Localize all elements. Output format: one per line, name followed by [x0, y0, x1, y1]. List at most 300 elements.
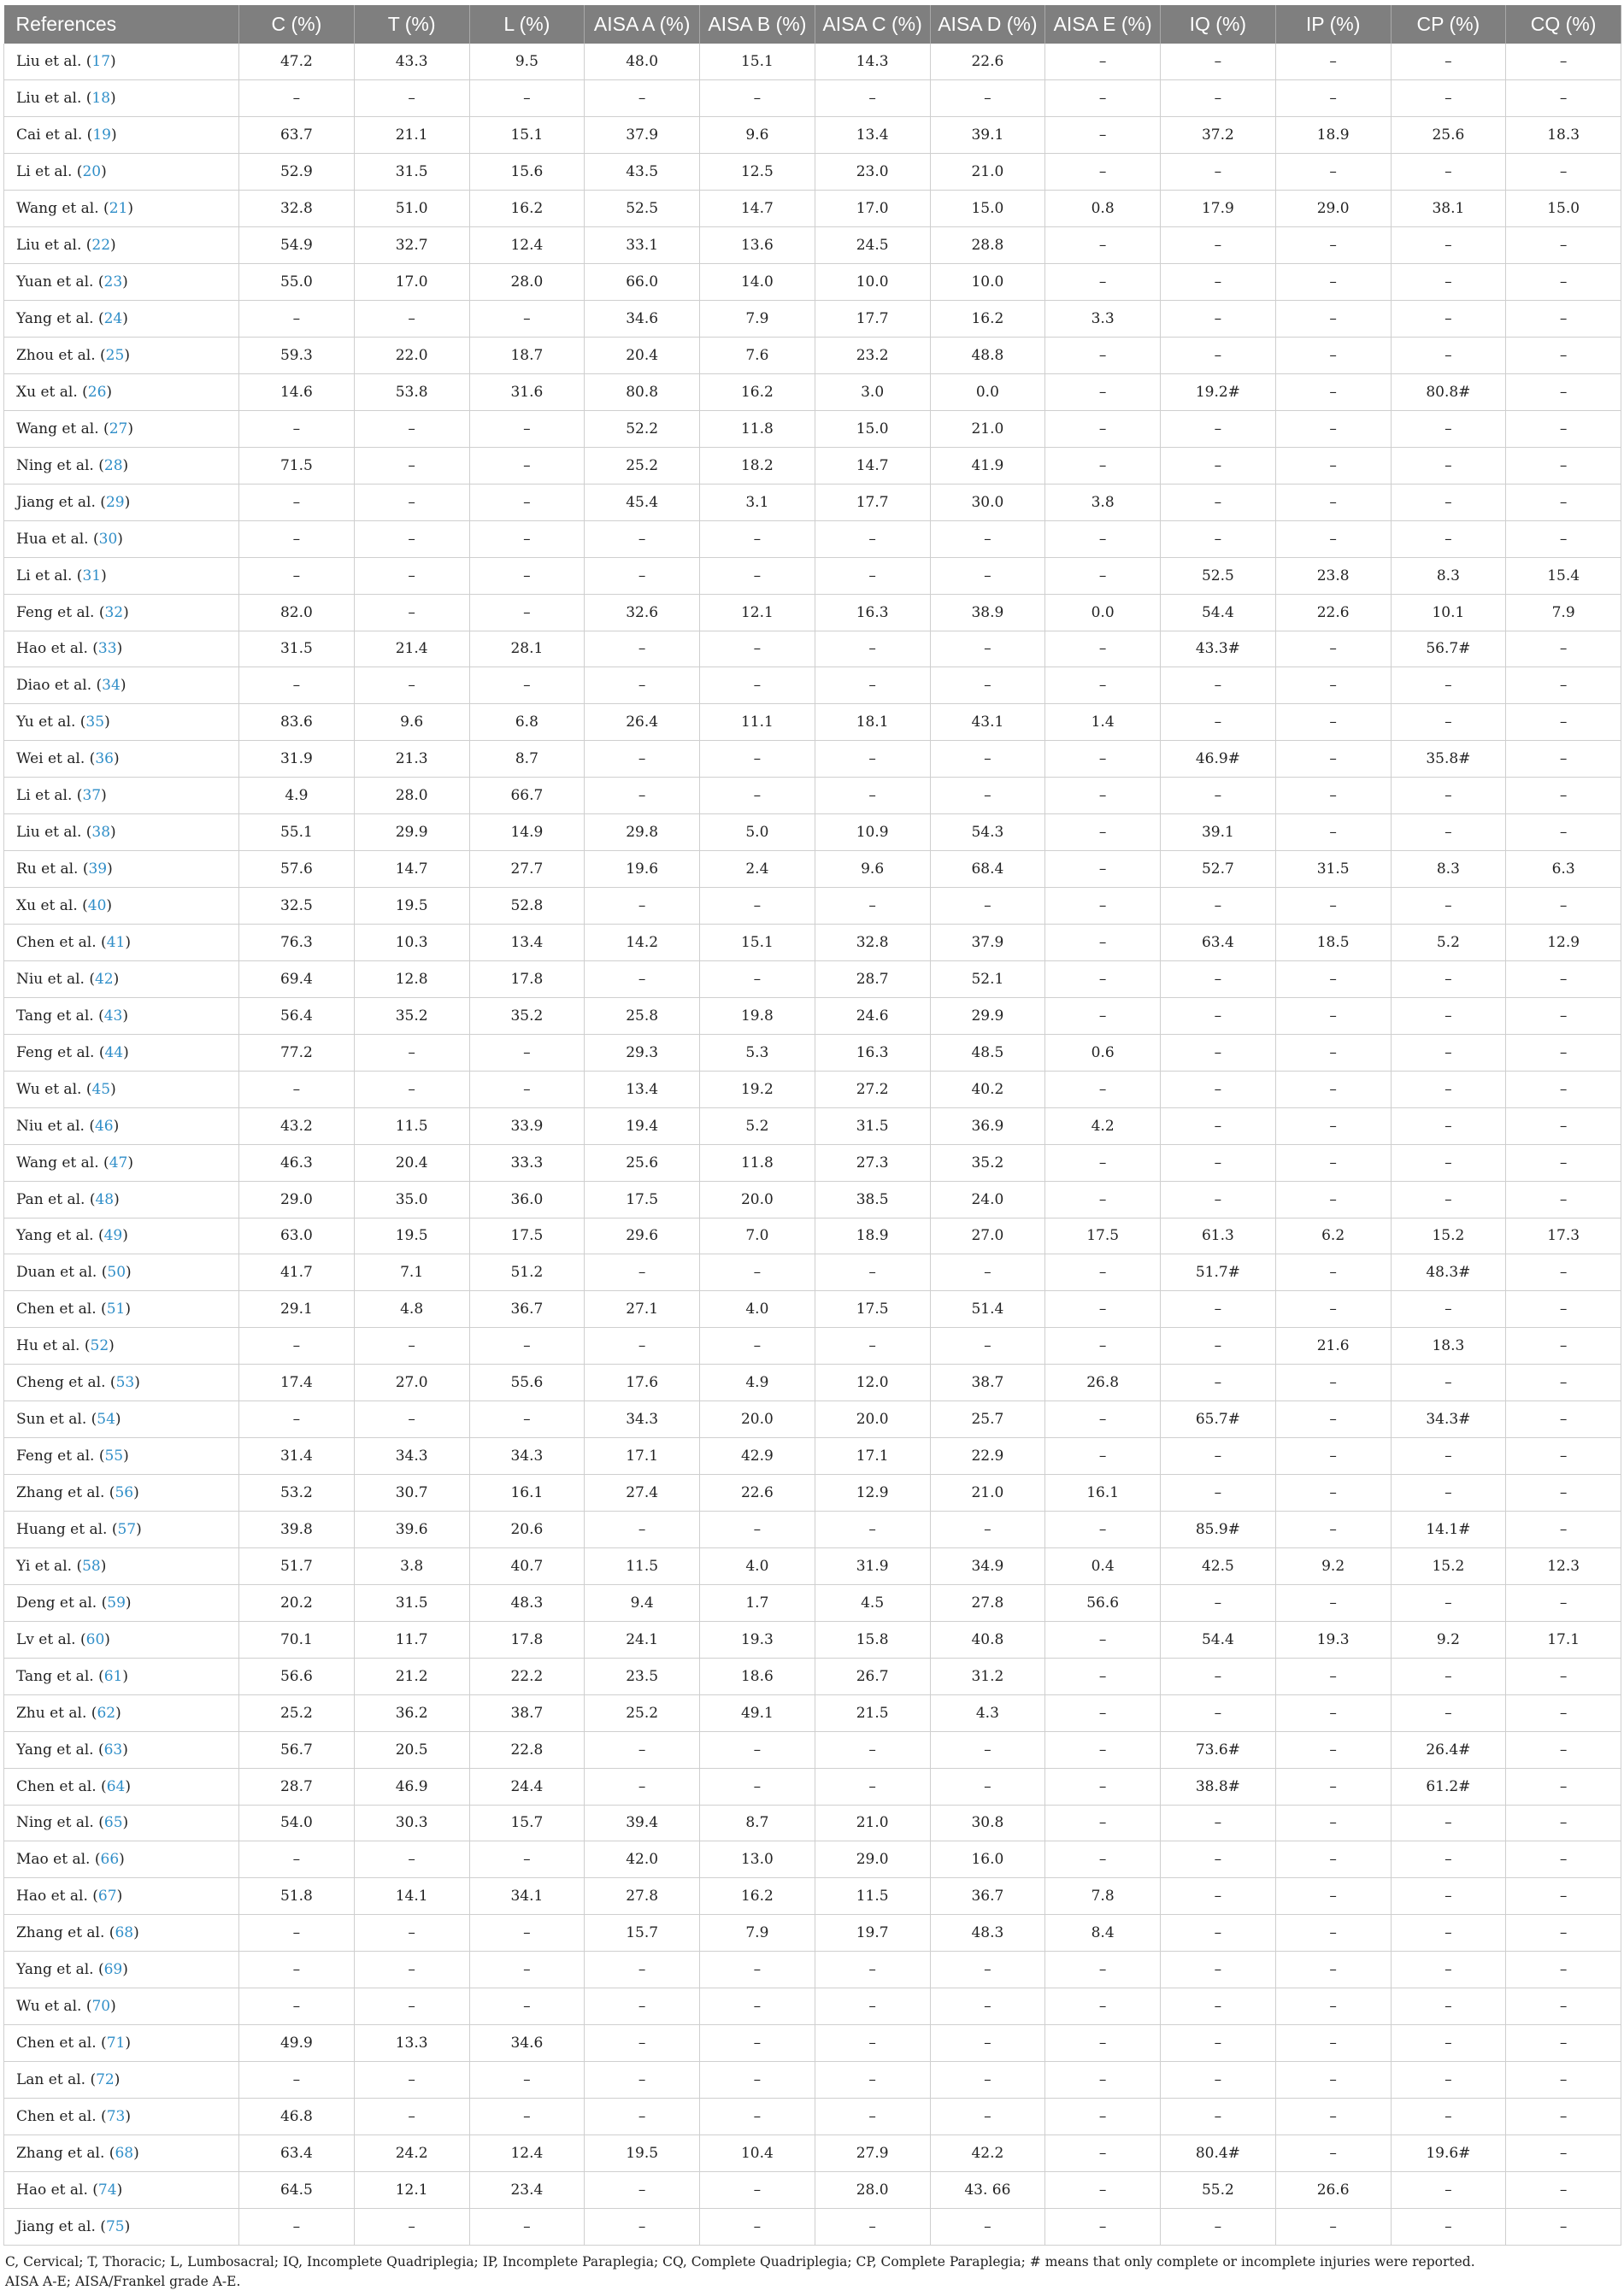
cell-ip: –: [1275, 447, 1391, 484]
reference-author: Li et al.: [16, 787, 73, 805]
cell-aisa-d: –: [930, 1988, 1045, 2025]
cell-aisa-e: –: [1045, 80, 1161, 117]
cell-aisa-e: 0.6: [1045, 1034, 1161, 1071]
cell-t: 7.1: [354, 1254, 469, 1291]
cell-aisa-e: –: [1045, 1071, 1161, 1107]
cell-ip: –: [1275, 2062, 1391, 2099]
reference-link[interactable]: 47: [109, 1154, 128, 1171]
cell-aisa-c: –: [815, 2025, 930, 2062]
cell-aisa-e: –: [1045, 631, 1161, 667]
cell-aisa-b: –: [700, 2062, 815, 2099]
reference-cell: Feng et al. (32): [4, 594, 239, 631]
cell-aisa-c: 20.0: [815, 1401, 930, 1438]
cell-aisa-e: –: [1045, 1621, 1161, 1658]
reference-link[interactable]: 41: [106, 933, 126, 951]
table-row: [4, 338, 1621, 374]
cell-aisa-e: –: [1045, 851, 1161, 888]
cell-cq: –: [1506, 2025, 1621, 2062]
cell-l: –: [469, 1071, 585, 1107]
cell-aisa-b: 5.2: [700, 1107, 815, 1144]
reference-link[interactable]: 48: [95, 1190, 115, 1208]
reference-cell: Xu et al. (40): [4, 888, 239, 925]
cell-c: 31.4: [239, 1438, 355, 1475]
reference-link[interactable]: 37: [82, 787, 102, 805]
cell-ip: –: [1275, 814, 1391, 851]
cell-aisa-d: 51.4: [930, 1291, 1045, 1328]
reference-cell: Sun et al. (54): [4, 1401, 239, 1438]
cell-c: 57.6: [239, 851, 355, 888]
reference-link[interactable]: 30: [98, 530, 118, 548]
reference-link[interactable]: 56: [115, 1484, 134, 1502]
cell-l: –: [469, 1952, 585, 1988]
cell-aisa-d: 36.7: [930, 1878, 1045, 1915]
table-row: [4, 1107, 1621, 1144]
cell-c: 49.9: [239, 2025, 355, 2062]
reference-author: Zhang et al.: [16, 1484, 105, 1502]
table-row: [4, 997, 1621, 1034]
cell-cp: –: [1391, 814, 1506, 851]
cell-t: 9.6: [354, 704, 469, 741]
reference-author: Feng et al.: [16, 1447, 95, 1465]
cell-cq: 15.4: [1506, 557, 1621, 594]
cell-c: 41.7: [239, 1254, 355, 1291]
cell-cq: –: [1506, 520, 1621, 557]
cell-iq: 52.5: [1161, 557, 1276, 594]
cell-l: –: [469, 410, 585, 447]
reference-link[interactable]: 71: [106, 2035, 126, 2052]
cell-l: 33.3: [469, 1144, 585, 1181]
table-row: [4, 2171, 1621, 2208]
cell-aisa-a: 14.2: [585, 925, 700, 961]
cell-aisa-d: 16.2: [930, 301, 1045, 338]
cell-iq: –: [1161, 338, 1276, 374]
reference-author: Chen et al.: [16, 933, 97, 951]
reference-author: Wei et al.: [16, 750, 85, 768]
cell-ip: –: [1275, 227, 1391, 264]
reference-cell: Xu et al. (26): [4, 373, 239, 410]
cell-t: 12.1: [354, 2171, 469, 2208]
cell-t: –: [354, 80, 469, 117]
cell-c: 32.5: [239, 888, 355, 925]
cell-aisa-b: –: [700, 888, 815, 925]
reference-author: Ning et al.: [16, 456, 94, 474]
cell-aisa-b: 5.0: [700, 814, 815, 851]
cell-iq: –: [1161, 1365, 1276, 1401]
reference-link[interactable]: 32: [104, 603, 124, 621]
cell-c: 77.2: [239, 1034, 355, 1071]
reference-link[interactable]: 26: [87, 383, 107, 401]
cell-ip: –: [1275, 1144, 1391, 1181]
cell-t: –: [354, 520, 469, 557]
cell-aisa-b: –: [700, 1768, 815, 1805]
reference-link[interactable]: 52: [90, 1337, 109, 1355]
reference-link[interactable]: 57: [117, 1520, 137, 1538]
reference-cell: Tang et al. (61): [4, 1658, 239, 1694]
reference-link[interactable]: 17: [91, 53, 111, 71]
cell-aisa-e: –: [1045, 1988, 1161, 2025]
reference-author: Hao et al.: [16, 2181, 88, 2199]
reference-link[interactable]: 61: [103, 1667, 123, 1685]
cell-aisa-c: 28.7: [815, 960, 930, 997]
cell-cp: –: [1391, 301, 1506, 338]
reference-link[interactable]: 31: [82, 567, 102, 584]
cell-aisa-b: 22.6: [700, 1475, 815, 1512]
reference-author: Lan et al.: [16, 2071, 86, 2089]
cell-t: 4.8: [354, 1291, 469, 1328]
table-row: [4, 117, 1621, 154]
cell-t: –: [354, 2208, 469, 2245]
cell-cp: 26.4#: [1391, 1731, 1506, 1768]
cell-aisa-e: 7.8: [1045, 1878, 1161, 1915]
cell-aisa-a: 25.2: [585, 447, 700, 484]
table-row: [4, 80, 1621, 117]
reference-link[interactable]: 67: [97, 1888, 117, 1906]
cell-aisa-e: 8.4: [1045, 1915, 1161, 1952]
reference-link[interactable]: 27: [109, 420, 128, 437]
reference-author: Li et al.: [16, 567, 73, 584]
cell-aisa-a: –: [585, 1328, 700, 1365]
table-row: [4, 1988, 1621, 2025]
cell-ip: –: [1275, 1694, 1391, 1731]
reference-link[interactable]: 60: [85, 1630, 105, 1648]
table-row: [4, 2208, 1621, 2245]
cell-ip: –: [1275, 80, 1391, 117]
cell-ip: –: [1275, 1512, 1391, 1548]
cell-aisa-c: –: [815, 520, 930, 557]
cell-t: –: [354, 1952, 469, 1988]
cell-aisa-a: –: [585, 1952, 700, 1988]
cell-aisa-b: –: [700, 778, 815, 814]
header-aisa-e: AISA E (%): [1045, 5, 1161, 44]
cell-c: –: [239, 1401, 355, 1438]
cell-c: 53.2: [239, 1475, 355, 1512]
reference-cell: Niu et al. (42): [4, 960, 239, 997]
reference-author: Liu et al.: [16, 53, 82, 71]
cell-l: 15.7: [469, 1805, 585, 1841]
cell-aisa-c: 4.5: [815, 1584, 930, 1621]
cell-cp: –: [1391, 2171, 1506, 2208]
reference-cell: Liu et al. (18): [4, 80, 239, 117]
table-row: [4, 373, 1621, 410]
cell-iq: –: [1161, 1438, 1276, 1475]
cell-cp: 48.3#: [1391, 1254, 1506, 1291]
cell-aisa-b: 15.1: [700, 44, 815, 80]
cell-aisa-d: –: [930, 2099, 1045, 2135]
reference-link[interactable]: 39: [88, 860, 108, 878]
table-row: [4, 1475, 1621, 1512]
cell-aisa-d: –: [930, 667, 1045, 704]
cell-iq: –: [1161, 2025, 1276, 2062]
cell-l: 66.7: [469, 778, 585, 814]
cell-iq: –: [1161, 1952, 1276, 1988]
reference-link[interactable]: 44: [104, 1043, 124, 1061]
cell-iq: –: [1161, 2062, 1276, 2099]
reference-link[interactable]: 58: [82, 1557, 101, 1575]
cell-aisa-b: 16.2: [700, 373, 815, 410]
reference-link[interactable]: 63: [103, 1741, 123, 1759]
reference-link[interactable]: 51: [106, 1301, 126, 1318]
cell-iq: –: [1161, 301, 1276, 338]
reference-cell: Hao et al. (67): [4, 1878, 239, 1915]
cell-aisa-b: –: [700, 960, 815, 997]
reference-link[interactable]: 54: [97, 1411, 115, 1429]
cell-iq: 54.4: [1161, 1621, 1276, 1658]
reference-author: Deng et al.: [16, 1594, 97, 1612]
reference-author: Li et al.: [16, 163, 73, 181]
reference-link[interactable]: 75: [105, 2217, 125, 2235]
cell-aisa-b: 49.1: [700, 1694, 815, 1731]
cell-t: –: [354, 301, 469, 338]
reference-link[interactable]: 53: [115, 1374, 135, 1392]
cell-aisa-a: 17.6: [585, 1365, 700, 1401]
cell-c: –: [239, 410, 355, 447]
reference-link[interactable]: 65: [103, 1814, 123, 1832]
reference-author: Zhang et al.: [16, 2144, 105, 2162]
cell-l: –: [469, 301, 585, 338]
cell-c: 52.9: [239, 154, 355, 191]
cell-cq: –: [1506, 1805, 1621, 1841]
header-cp: CP (%): [1391, 5, 1506, 44]
cell-c: 71.5: [239, 447, 355, 484]
cell-aisa-b: –: [700, 1254, 815, 1291]
reference-link[interactable]: 19: [92, 126, 111, 144]
cell-l: –: [469, 557, 585, 594]
cell-l: 12.4: [469, 2135, 585, 2171]
cell-cq: –: [1506, 1915, 1621, 1952]
cell-aisa-e: 16.1: [1045, 1475, 1161, 1512]
reference-link[interactable]: 69: [103, 1961, 123, 1979]
cell-aisa-e: 0.0: [1045, 594, 1161, 631]
reference-link[interactable]: 74: [97, 2181, 117, 2199]
reference-link[interactable]: 22: [91, 237, 111, 255]
cell-cq: –: [1506, 960, 1621, 997]
cell-aisa-b: 1.7: [700, 1584, 815, 1621]
cell-c: –: [239, 1071, 355, 1107]
cell-aisa-b: 13.6: [700, 227, 815, 264]
cell-aisa-c: –: [815, 1952, 930, 1988]
cell-iq: –: [1161, 154, 1276, 191]
cell-iq: –: [1161, 704, 1276, 741]
cell-aisa-e: –: [1045, 1401, 1161, 1438]
cell-l: –: [469, 2208, 585, 2245]
cell-l: 15.6: [469, 154, 585, 191]
cell-aisa-c: 10.0: [815, 264, 930, 301]
cell-cq: 12.3: [1506, 1547, 1621, 1584]
reference-link[interactable]: 35: [85, 713, 105, 731]
cell-aisa-d: –: [930, 2025, 1045, 2062]
cell-cp: –: [1391, 80, 1506, 117]
cell-aisa-a: –: [585, 2062, 700, 2099]
reference-author: Hao et al.: [16, 640, 88, 658]
cell-aisa-e: 3.8: [1045, 484, 1161, 520]
table-row: [4, 1731, 1621, 1768]
cell-iq: 85.9#: [1161, 1512, 1276, 1548]
cell-aisa-c: 18.9: [815, 1218, 930, 1254]
reference-link[interactable]: 64: [106, 1777, 126, 1795]
reference-link[interactable]: 55: [104, 1447, 124, 1465]
cell-aisa-b: 10.4: [700, 2135, 815, 2171]
cell-t: 53.8: [354, 373, 469, 410]
reference-author: Huang et al.: [16, 1520, 108, 1538]
reference-link[interactable]: 36: [95, 750, 114, 768]
cell-aisa-c: –: [815, 1768, 930, 1805]
reference-link[interactable]: 73: [106, 2107, 126, 2125]
cell-aisa-d: 54.3: [930, 814, 1045, 851]
cell-l: 34.6: [469, 2025, 585, 2062]
cell-l: 24.4: [469, 1768, 585, 1805]
cell-aisa-b: 12.5: [700, 154, 815, 191]
cell-aisa-e: –: [1045, 2025, 1161, 2062]
cell-aisa-c: 32.8: [815, 925, 930, 961]
cell-aisa-e: –: [1045, 1658, 1161, 1694]
cell-aisa-e: –: [1045, 2099, 1161, 2135]
reference-author: Pan et al.: [16, 1190, 85, 1208]
cell-aisa-a: 17.1: [585, 1438, 700, 1475]
cell-aisa-d: 27.8: [930, 1584, 1045, 1621]
cell-aisa-d: 21.0: [930, 1475, 1045, 1512]
reference-link[interactable]: 20: [82, 163, 102, 181]
cell-cq: –: [1506, 814, 1621, 851]
cell-aisa-e: –: [1045, 557, 1161, 594]
cell-l: –: [469, 1401, 585, 1438]
cell-aisa-d: 48.8: [930, 338, 1045, 374]
reference-cell: Wang et al. (27): [4, 410, 239, 447]
reference-link[interactable]: 18: [91, 90, 111, 108]
reference-link[interactable]: 49: [103, 1227, 123, 1245]
cell-aisa-b: 18.6: [700, 1658, 815, 1694]
cell-ip: –: [1275, 1254, 1391, 1291]
cell-cp: 18.3: [1391, 1328, 1506, 1365]
cell-aisa-b: 3.1: [700, 484, 815, 520]
cell-aisa-e: –: [1045, 814, 1161, 851]
reference-link[interactable]: 42: [94, 970, 114, 988]
cell-aisa-e: –: [1045, 2171, 1161, 2208]
cell-aisa-c: –: [815, 1254, 930, 1291]
cell-cq: –: [1506, 1328, 1621, 1365]
reference-cell: Ning et al. (65): [4, 1805, 239, 1841]
cell-c: 29.1: [239, 1291, 355, 1328]
cell-t: –: [354, 594, 469, 631]
cell-aisa-d: –: [930, 1768, 1045, 1805]
cell-aisa-e: –: [1045, 1768, 1161, 1805]
cell-ip: –: [1275, 1071, 1391, 1107]
cell-ip: –: [1275, 1731, 1391, 1768]
cell-c: 51.7: [239, 1547, 355, 1584]
cell-t: –: [354, 1841, 469, 1878]
cell-aisa-d: –: [930, 1328, 1045, 1365]
cell-cq: –: [1506, 2171, 1621, 2208]
cell-aisa-d: 31.2: [930, 1658, 1045, 1694]
reference-link[interactable]: 28: [103, 456, 123, 474]
reference-author: Wu et al.: [16, 1998, 82, 2016]
reference-author: Chen et al.: [16, 2107, 97, 2125]
reference-link[interactable]: 68: [115, 2144, 134, 2162]
cell-aisa-e: 1.4: [1045, 704, 1161, 741]
reference-link[interactable]: 40: [87, 897, 107, 915]
table-row: [4, 888, 1621, 925]
reference-link[interactable]: 29: [105, 493, 125, 511]
reference-link[interactable]: 24: [103, 310, 123, 328]
cell-t: 30.7: [354, 1475, 469, 1512]
reference-link[interactable]: 62: [97, 1704, 116, 1722]
table-row: [4, 1512, 1621, 1548]
cell-ip: –: [1275, 2099, 1391, 2135]
cell-aisa-c: 12.0: [815, 1365, 930, 1401]
cell-cp: –: [1391, 778, 1506, 814]
header-aisa-a: AISA A (%): [585, 5, 700, 44]
cell-aisa-d: –: [930, 2062, 1045, 2099]
cell-aisa-c: –: [815, 888, 930, 925]
cell-iq: –: [1161, 1291, 1276, 1328]
reference-author: Lv et al.: [16, 1630, 76, 1648]
cell-cq: –: [1506, 778, 1621, 814]
cell-aisa-c: 29.0: [815, 1841, 930, 1878]
cell-aisa-b: 18.2: [700, 447, 815, 484]
cell-iq: –: [1161, 1475, 1276, 1512]
reference-link[interactable]: 43: [103, 1007, 123, 1025]
cell-l: 52.8: [469, 888, 585, 925]
cell-c: 56.6: [239, 1658, 355, 1694]
reference-link[interactable]: 21: [109, 200, 128, 218]
reference-link[interactable]: 72: [96, 2071, 115, 2089]
reference-link[interactable]: 38: [91, 824, 111, 842]
cell-c: 56.7: [239, 1731, 355, 1768]
reference-cell: Wei et al. (36): [4, 741, 239, 778]
cell-aisa-c: –: [815, 80, 930, 117]
reference-cell: Diao et al. (34): [4, 667, 239, 704]
cell-ip: –: [1275, 264, 1391, 301]
cell-aisa-d: 4.3: [930, 1694, 1045, 1731]
reference-link[interactable]: 59: [107, 1594, 126, 1612]
reference-author: Yang et al.: [16, 1741, 94, 1759]
cell-aisa-e: –: [1045, 1438, 1161, 1475]
cell-aisa-e: –: [1045, 1694, 1161, 1731]
cell-aisa-d: 38.9: [930, 594, 1045, 631]
cell-ip: –: [1275, 2025, 1391, 2062]
cell-cq: –: [1506, 1438, 1621, 1475]
header-aisa-d: AISA D (%): [930, 5, 1045, 44]
reference-cell: Yuan et al. (23): [4, 264, 239, 301]
cell-l: 28.1: [469, 631, 585, 667]
cell-cq: –: [1506, 1512, 1621, 1548]
cell-cp: 38.1: [1391, 191, 1506, 227]
reference-link[interactable]: 45: [91, 1080, 111, 1098]
reference-link[interactable]: 23: [103, 273, 123, 291]
cell-cq: –: [1506, 1291, 1621, 1328]
reference-link[interactable]: 46: [94, 1117, 114, 1135]
cell-iq: 46.9#: [1161, 741, 1276, 778]
cell-aisa-d: –: [930, 631, 1045, 667]
reference-link[interactable]: 68: [115, 1924, 134, 1942]
cell-t: 27.0: [354, 1365, 469, 1401]
cell-l: 51.2: [469, 1254, 585, 1291]
cell-aisa-a: –: [585, 1512, 700, 1548]
reference-author: Xu et al.: [16, 383, 78, 401]
cell-aisa-a: 20.4: [585, 338, 700, 374]
reference-link[interactable]: 70: [91, 1998, 111, 2016]
reference-link[interactable]: 34: [102, 677, 121, 695]
cell-aisa-c: 38.5: [815, 1181, 930, 1218]
reference-link[interactable]: 33: [97, 640, 117, 658]
cell-aisa-d: –: [930, 557, 1045, 594]
cell-cq: 6.3: [1506, 851, 1621, 888]
cell-c: 82.0: [239, 594, 355, 631]
cell-aisa-d: –: [930, 2208, 1045, 2245]
reference-link[interactable]: 25: [105, 346, 125, 364]
cell-aisa-a: 27.4: [585, 1475, 700, 1512]
reference-link[interactable]: 50: [107, 1264, 127, 1282]
reference-link[interactable]: 66: [100, 1851, 120, 1869]
